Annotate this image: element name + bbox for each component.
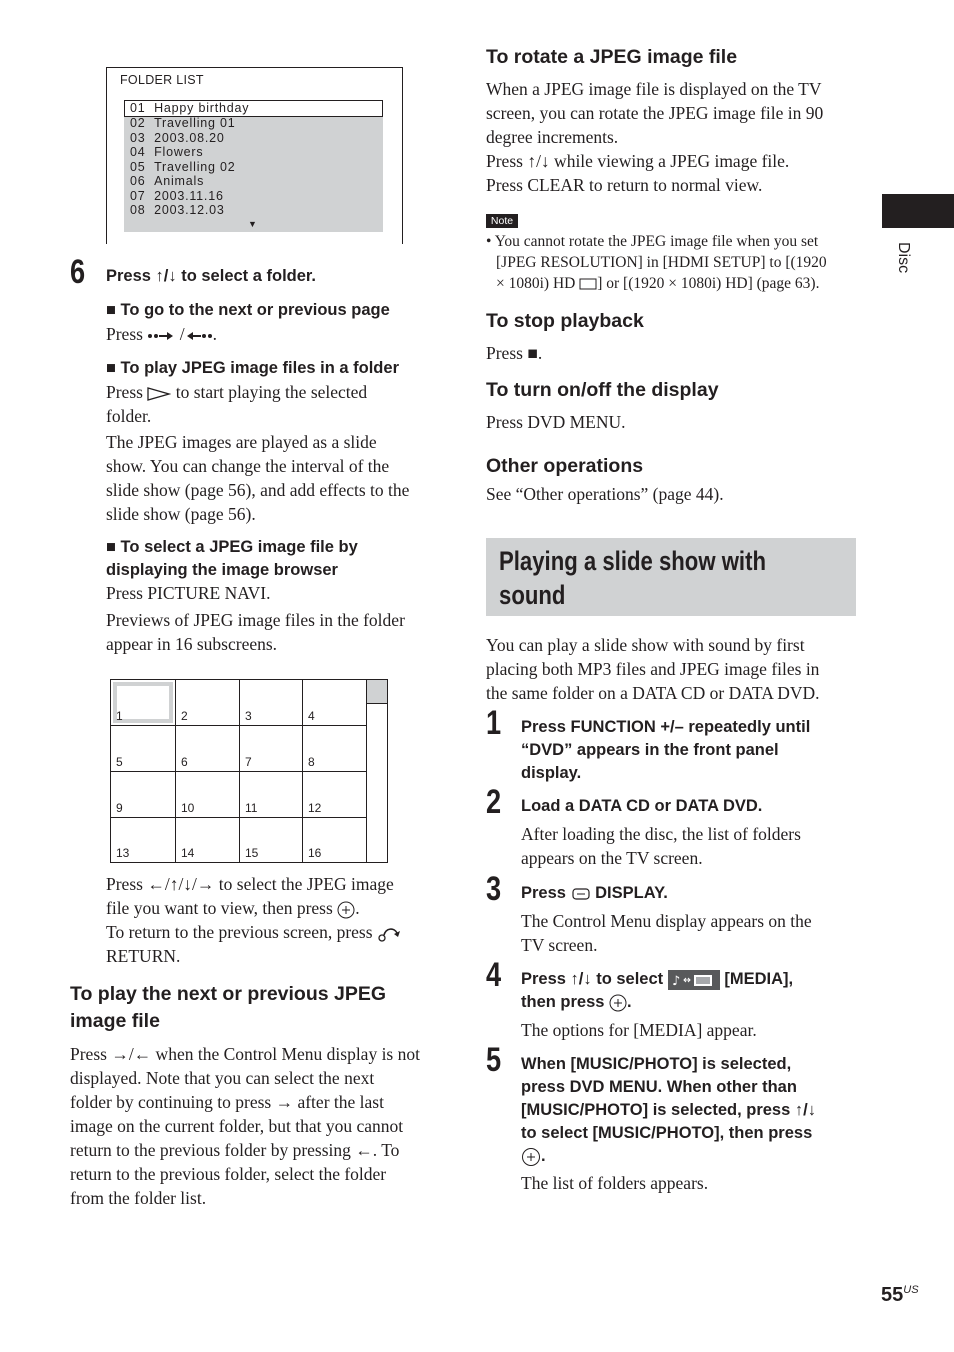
other-operations-text: See “Other operations” (page 44). bbox=[486, 484, 724, 504]
subheading-next-page: ■ To go to the next or previous page bbox=[106, 301, 390, 319]
step-body: The list of folders appears. bbox=[521, 1173, 709, 1193]
grid-cell: 11 bbox=[240, 772, 303, 818]
page-number: $55^{US}$ bbox=[881, 1284, 919, 1306]
folder-row: 07 2003.11.16 bbox=[130, 188, 224, 203]
previous-skip-icon bbox=[185, 330, 213, 342]
folder-row: 08 2003.12.03 bbox=[130, 203, 225, 217]
return-icon bbox=[377, 925, 403, 943]
previews-paragraph: Previews of JPEG image files in the folder appear in 16 subscreens. bbox=[106, 610, 405, 654]
step-title: Press FUNCTION +/– repeatedly until “DVD” appears in the front panel display. bbox=[521, 718, 811, 782]
rotate-paragraph: When a JPEG image file is displayed on the TV screen, you can rotate the JPEG image file in 90 degree increments. Press ↑/↓ while viewing a JPEG image file. Press CLEAR to return to normal view. bbox=[486, 79, 824, 195]
grid-cell: 5 bbox=[111, 726, 176, 772]
enter-button-icon bbox=[521, 1147, 541, 1167]
slideshow-intro: You can play a slide show with sound by first placing both MP3 files and JPEG image files in the same folder on a DATA CD or DATA DVD. bbox=[486, 635, 820, 703]
picture-navi-instruction: Press PICTURE NAVI. bbox=[106, 583, 271, 603]
play-folder-instruction-cont: folder. bbox=[106, 406, 152, 426]
next-page-instruction: Press / . bbox=[106, 324, 217, 344]
screen-aspect-icon bbox=[579, 278, 597, 290]
grid-cell: 16 bbox=[303, 818, 367, 862]
grid-cell: 13 bbox=[111, 818, 176, 862]
display-toggle-text: Press DVD MENU. bbox=[486, 412, 626, 432]
grid-cell: 1 bbox=[111, 680, 176, 726]
step-title: Press ↑/↓ to select a folder. bbox=[106, 267, 317, 285]
step-number: 4 bbox=[486, 956, 502, 994]
slide-show-paragraph: The JPEG images are played as a slide show. You can change the interval of the slide show (page 56), and add effects to the slide show (page 56). bbox=[106, 432, 410, 524]
stop-playback-text: Press ■. bbox=[486, 343, 543, 363]
grid-cell: 10 bbox=[176, 772, 240, 818]
step-body: After loading the disc, the list of folders appears on the TV screen. bbox=[521, 824, 801, 868]
play-icon bbox=[147, 387, 171, 401]
scroll-down-indicator: ▼ bbox=[248, 219, 258, 229]
folder-list bbox=[124, 100, 383, 232]
page-region-suffix: US bbox=[903, 1284, 919, 1296]
step-number: 3 bbox=[486, 870, 502, 908]
browser-navigation-text: Press ←/↑/↓/→ to select the JPEG image file you want to view, then press . To return to the previous screen, press RETURN. bbox=[106, 872, 403, 968]
grid-cell: 6 bbox=[176, 726, 240, 772]
step-title: Press ↑/↓ to select ♪ [MEDIA], then press . bbox=[521, 970, 794, 1011]
grid-cell: 8 bbox=[303, 726, 367, 772]
folder-row: 02 Travelling 01 bbox=[130, 116, 236, 130]
enter-button-icon bbox=[337, 901, 355, 919]
step-title: Load a DATA CD or DATA DVD. bbox=[521, 797, 763, 815]
next-skip-icon bbox=[147, 330, 175, 342]
chapter-tab bbox=[882, 194, 954, 228]
chapter-tab-label: Disc bbox=[895, 242, 912, 274]
enter-button-icon bbox=[609, 994, 627, 1012]
folder-row: 05 Travelling 02 bbox=[130, 159, 236, 174]
heading-stop-playback: To stop playback bbox=[486, 310, 644, 332]
folder-list-title: FOLDER LIST bbox=[120, 73, 204, 87]
folder-row: 04 Flowers bbox=[130, 145, 204, 159]
folder-row: 01 Happy birthday bbox=[130, 101, 250, 115]
svg-text:♪: ♪ bbox=[671, 973, 681, 989]
step-title: When [MUSIC/PHOTO] is selected, press DVD MENU. When other than [MUSIC/PHOTO] is selected, press ↑/↓ to select [MUSIC/PHOTO], then press . bbox=[521, 1055, 816, 1165]
media-icon bbox=[668, 970, 720, 990]
grid-scrollbar-thumb bbox=[367, 680, 387, 704]
grid-cell: 7 bbox=[240, 726, 303, 772]
grid-cell: 3 bbox=[240, 680, 303, 726]
note-badge: Note bbox=[486, 214, 518, 228]
step-number: 1 bbox=[486, 704, 502, 742]
folder-row: 03 2003.08.20 bbox=[130, 130, 225, 145]
grid-cell: 15 bbox=[240, 818, 303, 862]
subheading-image-browser: ■ To select a JPEG image file by displaying the image browser bbox=[106, 538, 358, 579]
step-number: 6 bbox=[70, 253, 86, 291]
folder-row: 06 Animals bbox=[130, 174, 205, 188]
play-folder-instruction: Press to start playing the selected bbox=[106, 382, 368, 402]
grid-cell: 2 bbox=[176, 680, 240, 726]
heading-rotate-jpeg: To rotate a JPEG image file bbox=[486, 46, 738, 68]
heading-next-previous-jpeg: To play the next or previous JPEG image file bbox=[70, 983, 387, 1032]
grid-cell: 4 bbox=[303, 680, 367, 726]
image-browser-grid bbox=[110, 679, 388, 863]
step-body: The options for [MEDIA] appear. bbox=[521, 1020, 757, 1040]
step-title: Press DISPLAY. bbox=[521, 884, 668, 902]
section-title: Playing a slide show with sound bbox=[499, 546, 766, 610]
step-number: 5 bbox=[486, 1041, 502, 1079]
heading-other-operations: Other operations bbox=[486, 455, 644, 477]
grid-cell: 14 bbox=[176, 818, 240, 862]
heading-display-toggle: To turn on/off the display bbox=[486, 379, 719, 401]
grid-cell: 9 bbox=[111, 772, 176, 818]
grid-cell: 12 bbox=[303, 772, 367, 818]
display-button-icon bbox=[571, 887, 591, 901]
section-banner bbox=[486, 538, 856, 616]
next-previous-jpeg-paragraph: Press →/← when the Control Menu display is not displayed. Note that you can select the next folder by continuing to press → after the last image on the current folder, but that you cannot return to the previous folder by pressing ←. To return to the previous folder, select the folder from the folder list. bbox=[70, 1044, 420, 1208]
note-text: • You cannot rotate the JPEG image file when you set [JPEG RESOLUTION] in [HDMI SETUP] to [(1920 × 1080i) HD ] or [(1920 × 1080i) HD] (page 63). bbox=[486, 233, 827, 292]
step-body: The Control Menu display appears on the TV screen. bbox=[521, 911, 812, 955]
subheading-play-folder: ■ To play JPEG image files in a folder bbox=[106, 359, 399, 377]
folder-list-screen bbox=[106, 67, 403, 244]
step-number: 2 bbox=[486, 783, 502, 821]
